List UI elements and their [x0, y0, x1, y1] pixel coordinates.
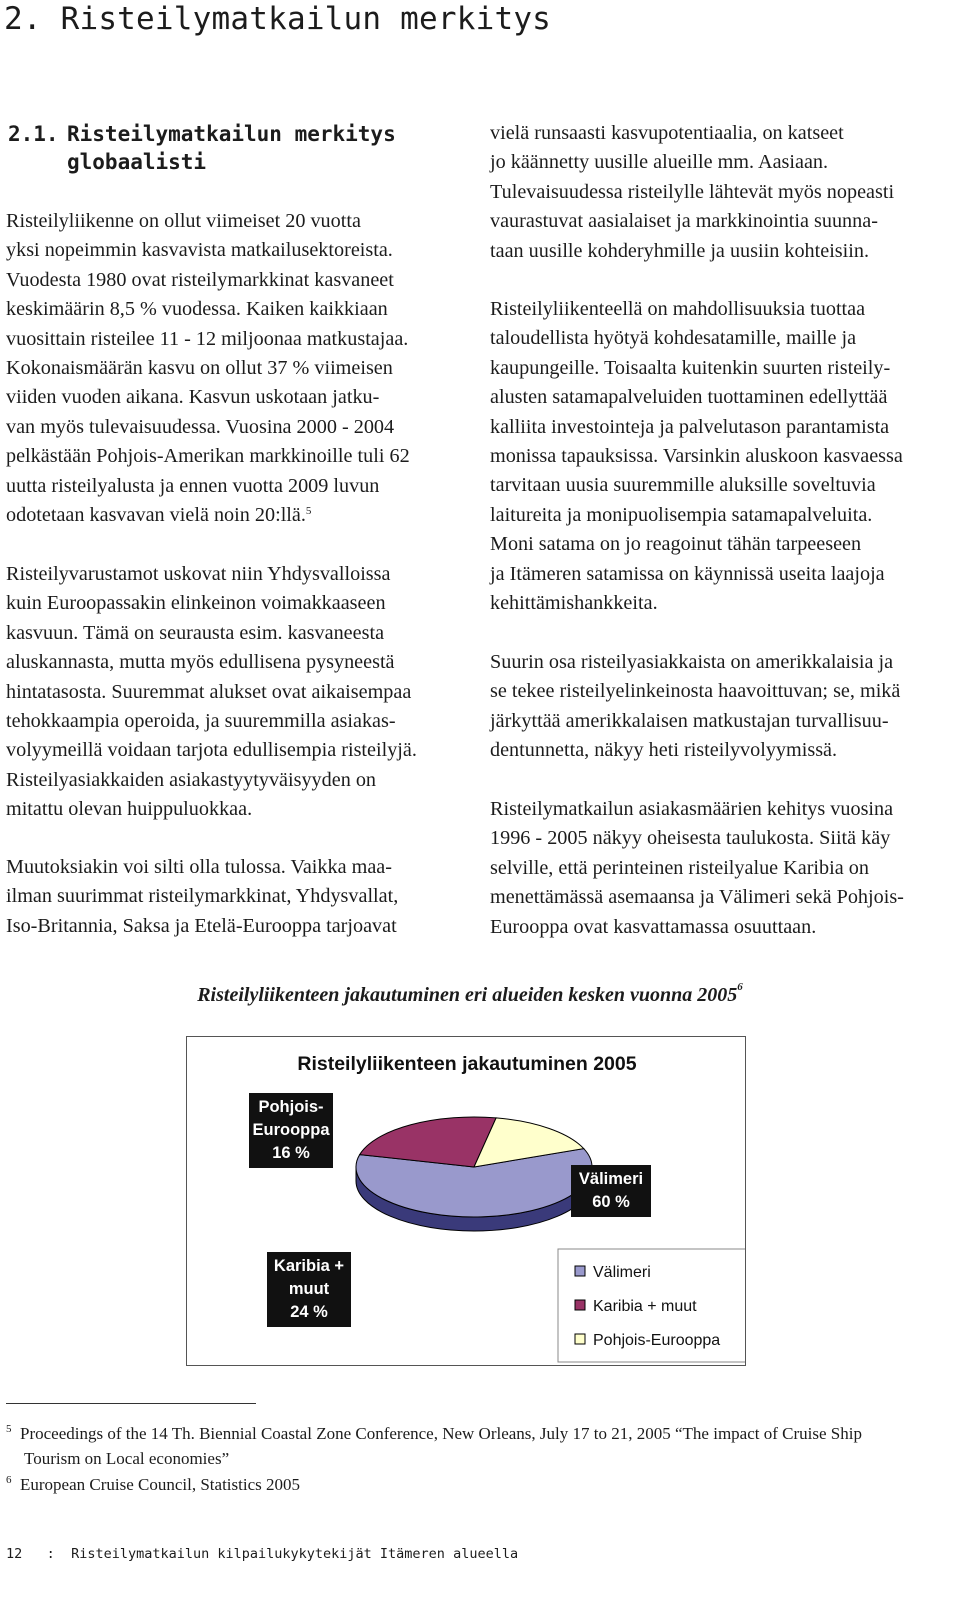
text-line: taan uusille kohderyhmille ja uusiin kohteisiin.: [490, 239, 870, 262]
text-line: laitureita ja monipuolisempia satamapalveluita.: [490, 503, 873, 526]
footer-separator: :: [46, 1546, 55, 1562]
text-line: järkyttää amerikkalaisen matkustajan turvallisuu-: [490, 709, 889, 732]
text-line: kasvuun. Tämä on seurausta esim. kasvaneesta: [6, 621, 385, 644]
text-line: dentunnetta, näkyy heti risteilyvolyymissä.: [490, 739, 838, 762]
footnote-ref-6: 6: [737, 981, 743, 993]
text-line: Eurooppa ovat kasvattamassa osuuttaan.: [490, 915, 817, 938]
slice-label-text: Eurooppa: [252, 1121, 330, 1139]
slice-label-text: muut: [288, 1280, 330, 1298]
text-line: pelkästään Pohjois-Amerikan markkinoille tuli 62: [6, 445, 410, 468]
text-line: tarvitaan uusia suuremmille aluksille soveltuvia: [490, 474, 876, 497]
paragraph-1: [6, 207, 410, 530]
page-footer: [6, 1546, 518, 1562]
text-line-content: odotetaan kasvavan vielä noin 20:llä.: [6, 504, 306, 527]
slice-label: [267, 1252, 351, 1327]
text-line: yksi nopeimmin kasvavista matkailusektoreista.: [6, 239, 393, 262]
text-line: [6, 501, 410, 530]
text-line: 1996 - 2005 näkyy oheisesta taulukosta. Siitä käy: [490, 827, 891, 850]
text-line: ilman suurimmat risteilymarkkinat, Yhdysvallat,: [6, 885, 399, 908]
slice-label-text: 60 %: [592, 1193, 630, 1211]
pie-chart: [186, 1036, 746, 1366]
footnote-5: [6, 1421, 862, 1471]
text-line: Vuodesta 1980 ovat risteilymarkkinat kasvaneet: [6, 268, 394, 291]
legend-entry: [575, 1332, 720, 1349]
figure-caption: [0, 981, 940, 1007]
legend-swatch: [575, 1266, 585, 1276]
slice-label-text: Pohjois-: [258, 1098, 324, 1116]
chapter-title: 2. Risteilymatkailun merkitys: [4, 1, 552, 37]
text-line: vaurastuvat aasialaiset ja markkinointia suunna-: [490, 210, 878, 233]
slice-label-text: Karibia +: [273, 1257, 345, 1275]
paragraph-5: [490, 295, 903, 618]
text-line: Suurin osa risteilyasiakkaista on amerikkalaisia ja: [490, 651, 894, 673]
footnote-ref-5: 5: [305, 505, 312, 518]
text-line: ja Itämeren satamissa on käynnissä useita laajoja: [490, 562, 885, 585]
legend-label: Pohjois-Eurooppa: [593, 1332, 721, 1349]
text-line: vuosittain risteilee 11 - 12 miljoonaa matkustajaa.: [6, 327, 409, 350]
text-line: Muutoksiakin voi silti olla tulossa. Vaikka maa-: [6, 856, 392, 878]
footnote-divider: [6, 1403, 256, 1404]
text-line: viiden vuoden aikana. Kasvun uskotaan jatku-: [6, 386, 380, 409]
text-line: keskimäärin 8,5 % vuodessa. Kaiken kaikkiaan: [6, 298, 388, 321]
text-line: taloudellista hyötyä kohdesatamille, maille ja: [490, 327, 857, 350]
footnote-text-line: Tourism on Local economies”: [24, 1449, 230, 1468]
slice-label: [249, 1093, 333, 1168]
text-line: selville, että perinteinen risteilyalue Karibia on: [490, 856, 869, 879]
text-line: se tekee risteilyelinkeinosta haavoittuvan; se, mikä: [490, 680, 901, 703]
text-line: Moni satama on jo reagoinut tähän tarpeeseen: [490, 533, 862, 556]
text-line: Risteilyliikenne on ollut viimeiset 20 vuotta: [6, 210, 361, 232]
text-line: alusten satamapalveluiden tuottaminen edellyttää: [490, 386, 888, 409]
text-line: volyymeillä voidaan tarjota edullisempia risteilyjä.: [6, 739, 417, 762]
text-line: jo käännetty uusille alueille mm. Aasiaan.: [490, 151, 829, 174]
legend-label: Karibia + muut: [593, 1298, 697, 1315]
text-line: Risteilyvarustamot uskovat niin Yhdysvalloissa: [6, 563, 391, 585]
paragraph-4: [490, 119, 894, 266]
text-line: Risteilyliikenteellä on mahdollisuuksia tuottaa: [490, 298, 866, 320]
legend-swatch: [575, 1334, 585, 1344]
text-line: menettämässä asemaansa ja Välimeri sekä Pohjois-: [490, 886, 904, 909]
text-line: hintatasosta. Suuremmat alukset ovat aikaisempaa: [6, 680, 412, 703]
section-title-line-1: Risteilymatkailun merkitys: [67, 122, 396, 146]
text-line: kalliita investointeja ja palvelutason parantamista: [490, 415, 890, 438]
paragraph-2: [6, 560, 417, 825]
slice-label-text: 16 %: [272, 1144, 310, 1162]
paragraph-6: [490, 648, 900, 766]
footnote-number: 5: [6, 1423, 12, 1435]
slice-label: [571, 1165, 651, 1217]
footnote-text-line: Proceedings of the 14 Th. Biennial Coastal Zone Conference, New Orleans, July 17 to 21, 2005 “The impact of Cruise Ship: [20, 1424, 862, 1443]
pie-chart-svg: [187, 1037, 745, 1365]
paragraph-7: [490, 795, 904, 942]
section-heading: [8, 120, 478, 176]
text-line: tehokkaampia operoida, ja suuremmilla asiakas-: [6, 710, 396, 733]
text-line: kuin Euroopassakin elinkeinon voimakkaaseen: [6, 592, 386, 615]
text-line: uutta risteilyalusta ja ennen vuotta 2009 luvun: [6, 474, 380, 497]
text-line: mitattu olevan huippuluokkaa.: [6, 798, 253, 821]
page-number: 12: [6, 1546, 23, 1562]
running-title: Risteilymatkailun kilpailukykytekijät Itämeren alueella: [71, 1546, 519, 1562]
text-line: kehittämishankkeita.: [490, 592, 658, 615]
text-line: Tulevaisuudessa risteilylle lähtevät myös nopeasti: [490, 180, 895, 203]
slice-label-text: Välimeri: [578, 1170, 644, 1188]
figure-caption-text: Risteilyliikenteen jakautuminen eri alueiden kesken vuonna 2005: [197, 984, 738, 1006]
text-line: monissa tapauksissa. Varsinkin aluskoon kasvaessa: [490, 445, 903, 468]
chart-title: Risteilyliikenteen jakautuminen 2005: [297, 1053, 637, 1075]
text-line: aluskannasta, mutta myös edullisena pysyneestä: [6, 651, 395, 674]
section-number: 2.1.: [8, 122, 59, 146]
paragraph-3: [6, 853, 398, 941]
pie-slices: [356, 1117, 592, 1217]
text-line: Risteilymatkailun asiakasmäärien kehitys vuosina: [490, 798, 894, 820]
footnote-text-line: European Cruise Council, Statistics 2005: [20, 1475, 300, 1494]
footnote-number: 6: [6, 1474, 12, 1486]
text-line: Kokonaismäärän kasvu on ollut 37 % viimeisen: [6, 357, 393, 380]
text-line: Iso-Britannia, Saksa ja Etelä-Eurooppa tarjoavat: [6, 914, 397, 937]
footnote-6: [6, 1472, 300, 1497]
text-line: Risteilyasiakkaiden asiakastyytyväisyyden on: [6, 768, 377, 791]
text-line: van myös tulevaisuudessa. Vuosina 2000 - 2004: [6, 415, 395, 438]
section-title-line-2: globaalisti: [67, 150, 207, 174]
text-line: vielä runsaasti kasvupotentiaalia, on katseet: [490, 122, 844, 144]
legend-swatch: [575, 1300, 585, 1310]
legend-entry: [575, 1298, 697, 1315]
chart-legend: [558, 1249, 745, 1362]
slice-label-text: 24 %: [290, 1303, 328, 1321]
legend-label: Välimeri: [593, 1264, 651, 1281]
text-line: kaupungeille. Toisaalta kuitenkin suurten risteily-: [490, 356, 891, 379]
